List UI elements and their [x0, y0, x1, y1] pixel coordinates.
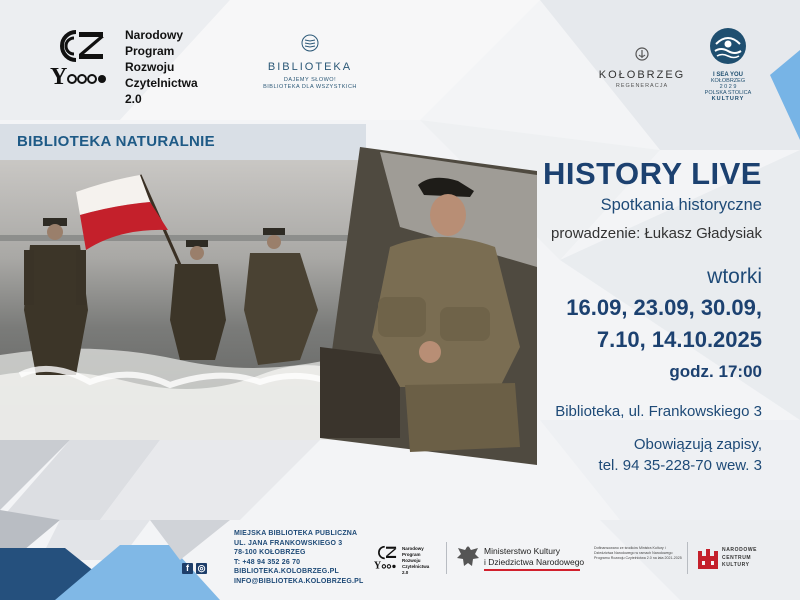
isea-line1: I SEA YOU — [712, 72, 743, 78]
nprcz-small-line: 2.0 — [402, 570, 409, 575]
nprcz-logo-mark — [48, 28, 110, 90]
photo-soldiers-with-flag — [0, 160, 366, 440]
nprcz-line: Program — [125, 44, 175, 58]
nprcz-small-line: Narodowy — [402, 546, 424, 551]
library-address — [234, 529, 363, 587]
nprcz-small-line: Rozwoju — [402, 558, 421, 563]
series-banner: BIBLIOTEKA NATURALNIE — [0, 124, 366, 160]
address-line: 78-100 KOŁOBRZEG — [234, 549, 306, 557]
instagram-icon[interactable]: ◎ — [197, 563, 206, 573]
event-days: wtorki — [707, 265, 762, 288]
nprcz-small-logo-mark — [373, 545, 399, 571]
footer-divider — [446, 542, 447, 574]
facebook-icon[interactable]: f — [182, 563, 193, 574]
event-dates-line2: 7.10, 14.10.2025 — [596, 327, 762, 352]
ministry-name — [484, 546, 584, 567]
nprcz-small-logo-text — [402, 546, 429, 576]
kolobrzeg-name: KOŁOBRZEG — [598, 69, 686, 81]
polish-eagle-icon — [456, 544, 480, 570]
biblioteka-name: BIBLIOTEKA — [267, 61, 353, 73]
nprcz-small-line: Program — [402, 552, 421, 557]
isea-line4: POLSKA STOLICA — [704, 90, 752, 96]
isea-line3: 2 0 2 9 — [719, 84, 737, 90]
event-time: godz. 17:00 — [669, 362, 762, 381]
nprcz-line: Narodowy — [125, 28, 184, 42]
biblioteka-tagline-1: DAJEMY SŁOWO! — [283, 77, 337, 83]
nck-logo-text — [722, 547, 757, 570]
event-host: prowadzenie: Łukasz Gładysiak — [551, 225, 762, 242]
address-line: T: +48 94 352 26 70 — [234, 558, 301, 566]
svg-text:Y: Y — [373, 560, 382, 571]
ministry-red-bar — [484, 569, 580, 571]
isea-you-logo — [702, 27, 754, 102]
event-place: Biblioteka, ul. Frankowskiego 3 — [555, 403, 762, 420]
photo-seated-soldier — [320, 147, 537, 465]
nprcz-small-line: Czytelnictwa — [402, 564, 430, 569]
address-line: MIEJSKA BIBLIOTEKA PUBLICZNA — [234, 530, 358, 537]
nck-line: KULTURY — [722, 562, 750, 568]
isea-line2: KOŁOBRZEG — [710, 78, 746, 84]
isea-line5: KULTURY — [711, 96, 745, 102]
kolobrzeg-sub: REGENERACJA — [615, 83, 669, 89]
book-icon — [299, 34, 321, 52]
anchor-icon — [634, 46, 650, 62]
biblioteka-tagline — [255, 77, 365, 91]
social-links — [182, 563, 207, 574]
event-title: HISTORY LIVE — [542, 156, 762, 191]
eye-wave-icon — [709, 27, 747, 65]
nprcz-line: 2.0 — [125, 92, 142, 106]
nprcz-logo-text — [125, 27, 198, 107]
biblioteka-tagline-2: BIBLIOTEKA DLA WSZYSTKICH — [263, 84, 357, 90]
address-line: UL. JANA FRANKOWSKIEGO 3 — [234, 539, 343, 547]
funding-note: Dofinansowano ze środków Ministra Kultury i Dziedzictwa Narodowego w ramach Narodowego Programu Rozwoju Czytelnictwa 2.0 na lata 2021-2025 — [594, 546, 682, 560]
event-subtitle: Spotkania historyczne — [600, 196, 762, 214]
address-email[interactable]: INFO@BIBLIOTEKA.KOLOBRZEG.PL — [234, 577, 364, 585]
nck-line: CENTRUM — [722, 554, 752, 561]
biblioteka-logo — [255, 34, 365, 91]
kolobrzeg-logo — [596, 46, 688, 89]
ministry-line2: i Dziedzictwa Narodowego — [484, 556, 585, 567]
ministry-line1: Ministerstwo Kultury — [484, 546, 561, 556]
event-phone: tel. 94 35-228-70 wew. 3 — [598, 457, 762, 474]
nprcz-line: Czytelnictwa — [125, 76, 198, 90]
nck-line: NARODOWE — [722, 547, 758, 553]
nprcz-line: Rozwoju — [125, 60, 175, 74]
footer-divider — [687, 542, 688, 574]
address-website[interactable]: BIBLIOTEKA.KOLOBRZEG.PL — [234, 568, 339, 576]
nck-logo-icon — [697, 548, 719, 570]
event-dates-line1: 16.09, 23.09, 30.09, — [566, 295, 762, 320]
svg-text:Y: Y — [50, 64, 68, 90]
event-registration: Obowiązują zapisy, — [633, 436, 762, 453]
